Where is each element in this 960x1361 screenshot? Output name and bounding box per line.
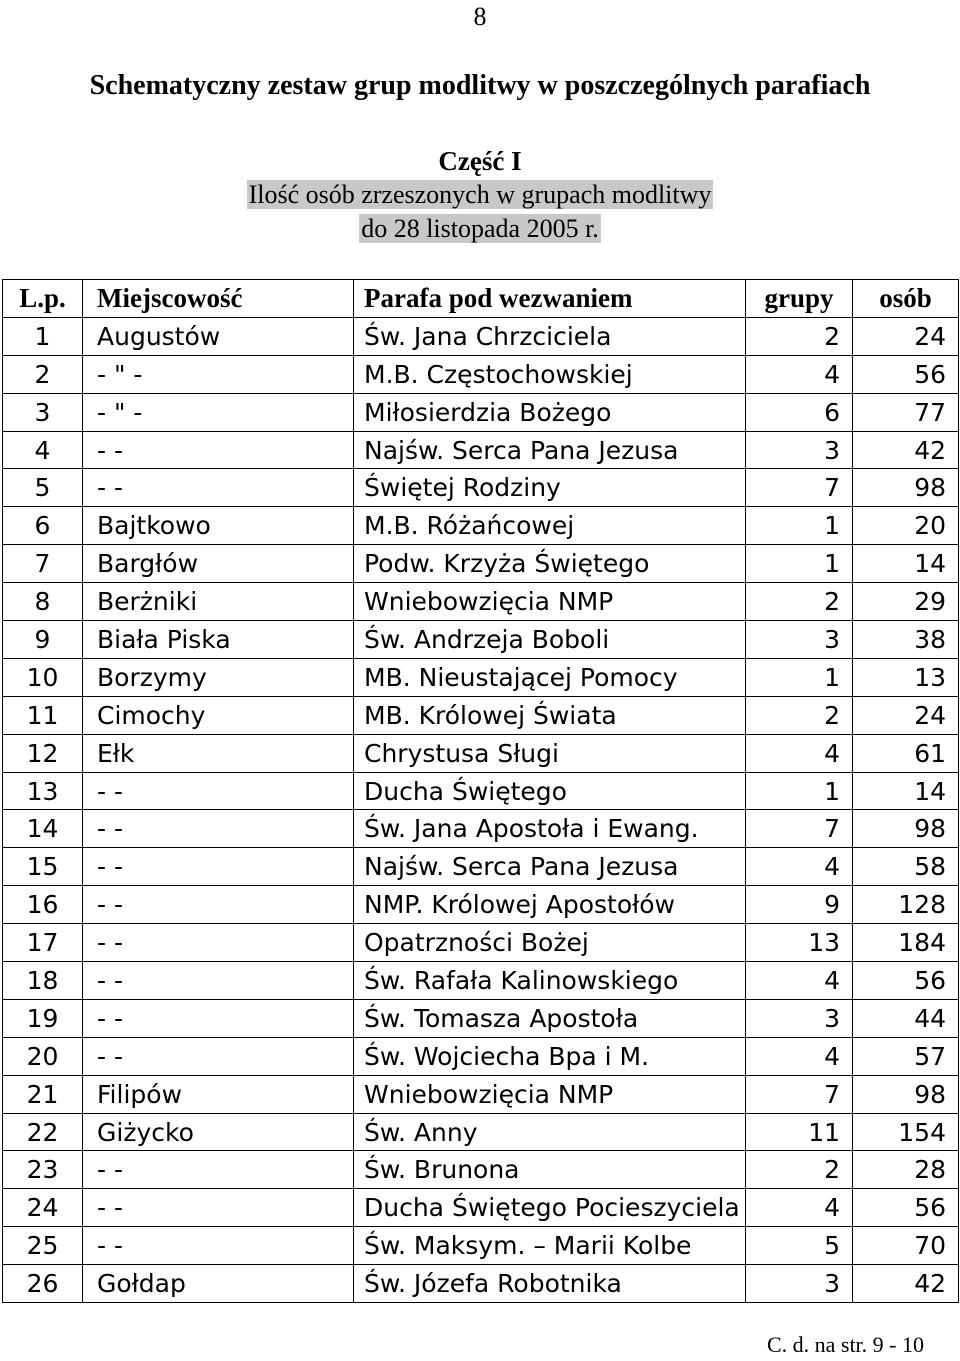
- row-number: 24: [3, 1189, 83, 1227]
- subtitle-line-2-text: do 28 listopada 2005 r.: [361, 214, 599, 243]
- row-place: Borzymy: [83, 658, 354, 696]
- row-place: - -: [83, 772, 354, 810]
- table-row: [3, 1151, 959, 1189]
- row-number: 23: [3, 1151, 83, 1189]
- row-persons: 14: [853, 545, 959, 583]
- row-place: - -: [83, 1151, 354, 1189]
- row-number: 14: [3, 810, 83, 848]
- row-groups: 3: [746, 431, 853, 469]
- row-parish: Podw. Krzyża Świętego: [354, 545, 746, 583]
- row-place: Cimochy: [83, 696, 354, 734]
- row-persons: 44: [853, 999, 959, 1037]
- row-place: - -: [83, 1189, 354, 1227]
- row-groups: 1: [746, 658, 853, 696]
- header-parish: Parafa pod wezwaniem: [354, 280, 746, 318]
- row-groups: 3: [746, 621, 853, 659]
- row-parish: Najśw. Serca Pana Jezusa: [354, 848, 746, 886]
- row-groups: 2: [746, 317, 853, 355]
- row-persons: 24: [853, 696, 959, 734]
- subtitle-line-1: [0, 180, 960, 210]
- row-place: - -: [83, 962, 354, 1000]
- table-row: [3, 317, 959, 355]
- row-number: 9: [3, 621, 83, 659]
- row-number: 22: [3, 1113, 83, 1151]
- row-groups: 3: [746, 999, 853, 1037]
- row-persons: 61: [853, 734, 959, 772]
- row-number: 11: [3, 696, 83, 734]
- row-persons: 98: [853, 810, 959, 848]
- row-place: Ełk: [83, 734, 354, 772]
- row-number: 19: [3, 999, 83, 1037]
- row-parish: Chrystusa Sługi: [354, 734, 746, 772]
- row-parish: Św. Jana Apostoła i Ewang.: [354, 810, 746, 848]
- table-row: [3, 1227, 959, 1265]
- table-body: [3, 317, 959, 1302]
- row-parish: Św. Tomasza Apostoła: [354, 999, 746, 1037]
- row-persons: 98: [853, 469, 959, 507]
- row-parish: Wniebowzięcia NMP: [354, 1075, 746, 1113]
- table: [2, 279, 959, 1303]
- row-persons: 42: [853, 1265, 959, 1303]
- row-number: 3: [3, 393, 83, 431]
- row-place: Gołdap: [83, 1265, 354, 1303]
- row-place: Augustów: [83, 317, 354, 355]
- table-row: [3, 1037, 959, 1075]
- row-parish: Ducha Świętego Pocieszyciela: [354, 1189, 746, 1227]
- header-lp: L.p.: [3, 280, 83, 318]
- row-parish: M.B. Częstochowskiej: [354, 355, 746, 393]
- prayer-groups-table: [2, 279, 958, 1303]
- row-groups: 1: [746, 545, 853, 583]
- table-row: [3, 1265, 959, 1303]
- row-persons: 20: [853, 507, 959, 545]
- row-persons: 57: [853, 1037, 959, 1075]
- row-parish: Św. Rafała Kalinowskiego: [354, 962, 746, 1000]
- row-persons: 56: [853, 355, 959, 393]
- table-row: [3, 621, 959, 659]
- row-groups: 1: [746, 507, 853, 545]
- row-place: - -: [83, 886, 354, 924]
- row-parish: MB. Nieustającej Pomocy: [354, 658, 746, 696]
- row-persons: 42: [853, 431, 959, 469]
- row-groups: 7: [746, 810, 853, 848]
- row-groups: 7: [746, 1075, 853, 1113]
- row-place: - " -: [83, 393, 354, 431]
- table-row: [3, 924, 959, 962]
- table-row: [3, 1113, 959, 1151]
- continuation-note: C. d. na str. 9 - 10: [766, 1332, 924, 1357]
- table-row: [3, 355, 959, 393]
- row-number: 15: [3, 848, 83, 886]
- row-parish: NMP. Królowej Apostołów: [354, 886, 746, 924]
- table-row: [3, 545, 959, 583]
- row-groups: 3: [746, 1265, 853, 1303]
- row-number: 5: [3, 469, 83, 507]
- row-place: Biała Piska: [83, 621, 354, 659]
- table-row: [3, 1075, 959, 1113]
- row-place: - -: [83, 810, 354, 848]
- row-number: 1: [3, 317, 83, 355]
- row-number: 20: [3, 1037, 83, 1075]
- row-persons: 184: [853, 924, 959, 962]
- table-row: [3, 469, 959, 507]
- row-number: 12: [3, 734, 83, 772]
- row-parish: Wniebowzięcia NMP: [354, 583, 746, 621]
- row-persons: 56: [853, 962, 959, 1000]
- row-parish: Św. Józefa Robotnika: [354, 1265, 746, 1303]
- row-groups: 13: [746, 924, 853, 962]
- row-groups: 2: [746, 583, 853, 621]
- row-groups: 4: [746, 848, 853, 886]
- table-row: [3, 886, 959, 924]
- row-groups: 1: [746, 772, 853, 810]
- table-row: [3, 583, 959, 621]
- row-persons: 70: [853, 1227, 959, 1265]
- row-place: Giżycko: [83, 1113, 354, 1151]
- row-parish: Św. Wojciecha Bpa i M.: [354, 1037, 746, 1075]
- row-number: 10: [3, 658, 83, 696]
- row-place: Bargłów: [83, 545, 354, 583]
- row-parish: Świętej Rodziny: [354, 469, 746, 507]
- row-number: 21: [3, 1075, 83, 1113]
- row-persons: 38: [853, 621, 959, 659]
- page-title: Schematyczny zestaw grup modlitwy w poszczególnych parafiach: [89, 70, 871, 101]
- row-persons: 56: [853, 1189, 959, 1227]
- row-persons: 58: [853, 848, 959, 886]
- row-number: 2: [3, 355, 83, 393]
- row-number: 7: [3, 545, 83, 583]
- row-number: 13: [3, 772, 83, 810]
- header-persons: osób: [853, 280, 959, 318]
- table-row: [3, 848, 959, 886]
- table-row: [3, 734, 959, 772]
- row-parish: Św. Andrzeja Boboli: [354, 621, 746, 659]
- row-groups: 4: [746, 355, 853, 393]
- row-place: - -: [83, 848, 354, 886]
- header-place: Miejscowość: [83, 280, 354, 318]
- row-persons: 14: [853, 772, 959, 810]
- table-row: [3, 810, 959, 848]
- row-groups: 9: [746, 886, 853, 924]
- subtitle-line-1-text: Ilość osób zrzeszonych w grupach modlitwy: [248, 180, 712, 209]
- page-number: 8: [473, 2, 487, 31]
- table-row: [3, 962, 959, 1000]
- row-place: - -: [83, 924, 354, 962]
- row-parish: Ducha Świętego: [354, 772, 746, 810]
- row-place: - -: [83, 1227, 354, 1265]
- row-groups: 4: [746, 1037, 853, 1075]
- row-parish: Opatrzności Bożej: [354, 924, 746, 962]
- row-parish: Św. Brunona: [354, 1151, 746, 1189]
- row-number: 18: [3, 962, 83, 1000]
- table-row: [3, 999, 959, 1037]
- row-parish: Najśw. Serca Pana Jezusa: [354, 431, 746, 469]
- row-number: 4: [3, 431, 83, 469]
- row-parish: M.B. Różańcowej: [354, 507, 746, 545]
- row-groups: 4: [746, 962, 853, 1000]
- row-place: Filipów: [83, 1075, 354, 1113]
- row-persons: 29: [853, 583, 959, 621]
- row-number: 6: [3, 507, 83, 545]
- row-groups: 4: [746, 734, 853, 772]
- row-parish: Miłosierdzia Bożego: [354, 393, 746, 431]
- row-place: - -: [83, 469, 354, 507]
- table-row: [3, 393, 959, 431]
- row-place: - -: [83, 431, 354, 469]
- row-number: 8: [3, 583, 83, 621]
- row-place: - -: [83, 1037, 354, 1075]
- row-groups: 2: [746, 696, 853, 734]
- row-persons: 13: [853, 658, 959, 696]
- row-number: 26: [3, 1265, 83, 1303]
- row-groups: 5: [746, 1227, 853, 1265]
- row-place: Berżniki: [83, 583, 354, 621]
- table-row: [3, 507, 959, 545]
- row-groups: 6: [746, 393, 853, 431]
- row-persons: 154: [853, 1113, 959, 1151]
- row-number: 25: [3, 1227, 83, 1265]
- row-groups: 4: [746, 1189, 853, 1227]
- header-groups: grupy: [746, 280, 853, 318]
- row-persons: 128: [853, 886, 959, 924]
- row-number: 16: [3, 886, 83, 924]
- row-persons: 77: [853, 393, 959, 431]
- table-row: [3, 1189, 959, 1227]
- row-groups: 2: [746, 1151, 853, 1189]
- row-persons: 98: [853, 1075, 959, 1113]
- row-groups: 7: [746, 469, 853, 507]
- table-row: [3, 431, 959, 469]
- table-header-row: [3, 280, 959, 318]
- table-row: [3, 658, 959, 696]
- row-groups: 11: [746, 1113, 853, 1151]
- row-parish: MB. Królowej Świata: [354, 696, 746, 734]
- table-row: [3, 696, 959, 734]
- row-persons: 28: [853, 1151, 959, 1189]
- row-place: - -: [83, 999, 354, 1037]
- row-place: - " -: [83, 355, 354, 393]
- row-parish: Św. Jana Chrzciciela: [354, 317, 746, 355]
- subtitle-line-2: [0, 214, 960, 244]
- row-parish: Św. Maksym. – Marii Kolbe: [354, 1227, 746, 1265]
- part-heading: Część I: [438, 146, 522, 176]
- row-number: 17: [3, 924, 83, 962]
- row-place: Bajtkowo: [83, 507, 354, 545]
- row-parish: Św. Anny: [354, 1113, 746, 1151]
- table-row: [3, 772, 959, 810]
- row-persons: 24: [853, 317, 959, 355]
